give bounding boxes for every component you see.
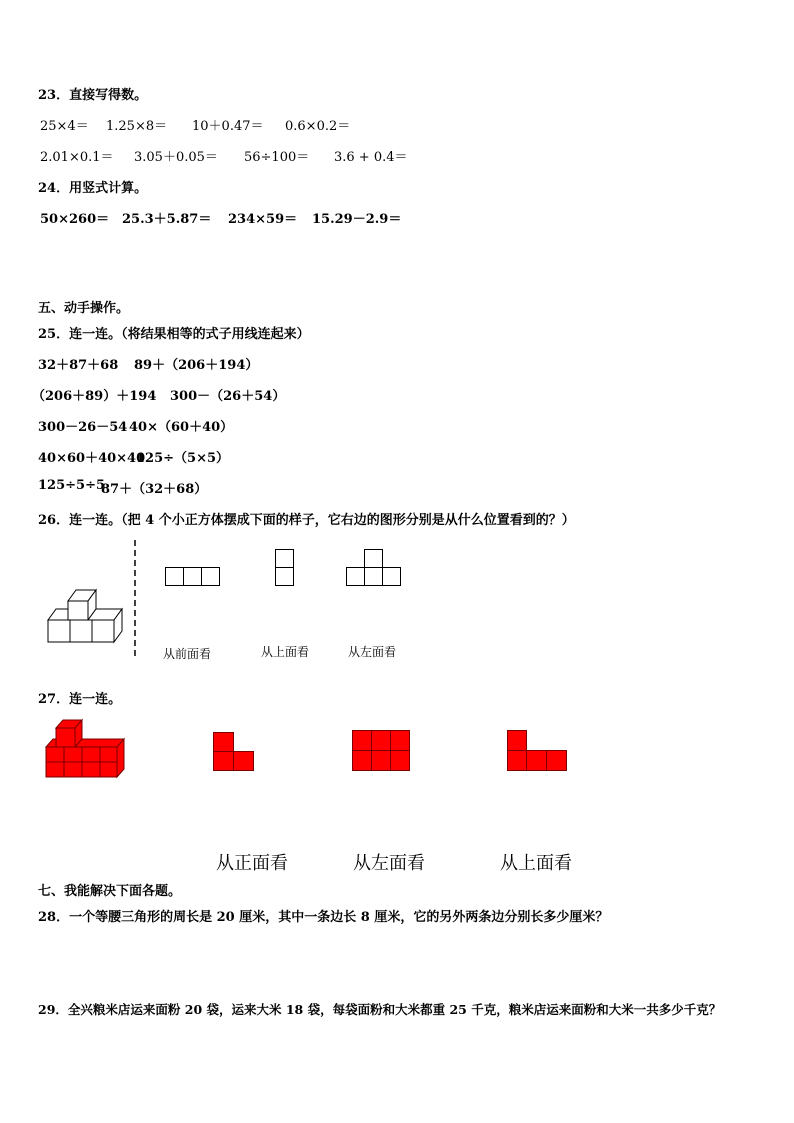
q27-title: 27．连一连。: [38, 692, 122, 707]
q23-expr-8: 3.6 + 0.4＝: [334, 150, 408, 165]
q25-left-3: 300－26－54: [38, 420, 128, 435]
view-t-shape: [346, 549, 402, 587]
dashed-divider: [133, 540, 137, 660]
q25-right-2: 300－（26＋54）: [170, 389, 286, 404]
q27-label-top: 从上面看: [500, 853, 572, 874]
q24-item-2: 25.3＋5.87＝: [122, 212, 212, 227]
q24-item-1: 50×260＝: [40, 212, 110, 227]
q23-expr-3: 10＋0.47＝: [192, 119, 264, 134]
q24-item-4: 15.29－2.9＝: [312, 212, 402, 227]
q25-right-1: 89＋（206＋194）: [134, 358, 259, 373]
q25-right-4: 125÷（5×5）: [136, 451, 230, 466]
q26-title: 26．连一连。（把 4 个小正方体摆成下面的样子，它右边的图形分别是从什么位置看到的？）: [38, 513, 575, 528]
q23-expr-4: 0.6×0.2＝: [285, 119, 351, 134]
red-view-l-shape: [213, 732, 255, 772]
q27-label-left: 从左面看: [353, 853, 425, 874]
q25-left-4: 40×60＋40×40: [38, 451, 146, 466]
q23-expr-2: 1.25×8＝: [106, 119, 168, 134]
q23-expr-5: 2.01×0.1＝: [40, 150, 114, 165]
q25-title: 25．连一连。（将结果相等的式子用线连起来）: [38, 327, 310, 342]
cube-stack-figure: [44, 585, 124, 645]
red-view-step-shape: [507, 730, 569, 772]
section-5-title: 五、动手操作。: [38, 301, 130, 316]
section-7-title: 七、我能解决下面各题。: [38, 884, 182, 899]
q25-left-1: 32＋87＋68: [38, 358, 119, 373]
q27-label-front: 从正面看: [216, 853, 288, 874]
q29-text: 29．全兴粮米店运来面粉 20 袋，运来大米 18 袋，每袋面粉和大米都重 25 千克，粮米店运来面粉和大米一共多少千克？: [38, 1002, 722, 1017]
q24-item-3: 234×59＝: [228, 212, 298, 227]
q28-text: 28．一个等腰三角形的周长是 20 厘米，其中一条边长 8 厘米，它的另外两条边分别长多少厘米？: [38, 910, 609, 925]
q23-expr-6: 3.05＋0.05＝: [134, 150, 218, 165]
q24-title: 24．用竖式计算。: [38, 181, 148, 196]
q23-expr-7: 56÷100＝: [244, 150, 310, 165]
red-view-grid-shape: [352, 730, 412, 772]
q23-title: 23．直接写得数。: [38, 88, 148, 103]
red-cube-figure: [46, 718, 126, 780]
q25-left-5: 125÷5÷5: [38, 478, 106, 493]
q23-expr-1: 25×4＝: [40, 119, 89, 134]
view-three-in-row: [165, 567, 221, 587]
q26-label-top: 从上面看: [261, 645, 310, 659]
q25-left-2: （206＋89）＋194: [32, 389, 157, 404]
view-two-stacked: [275, 549, 295, 587]
q25-right-5: 87＋（32＋68）: [101, 482, 208, 497]
q25-right-3: 40×（60＋40）: [129, 420, 234, 435]
q26-label-front: 从前面看: [163, 647, 212, 661]
q26-label-left: 从左面看: [348, 645, 397, 659]
